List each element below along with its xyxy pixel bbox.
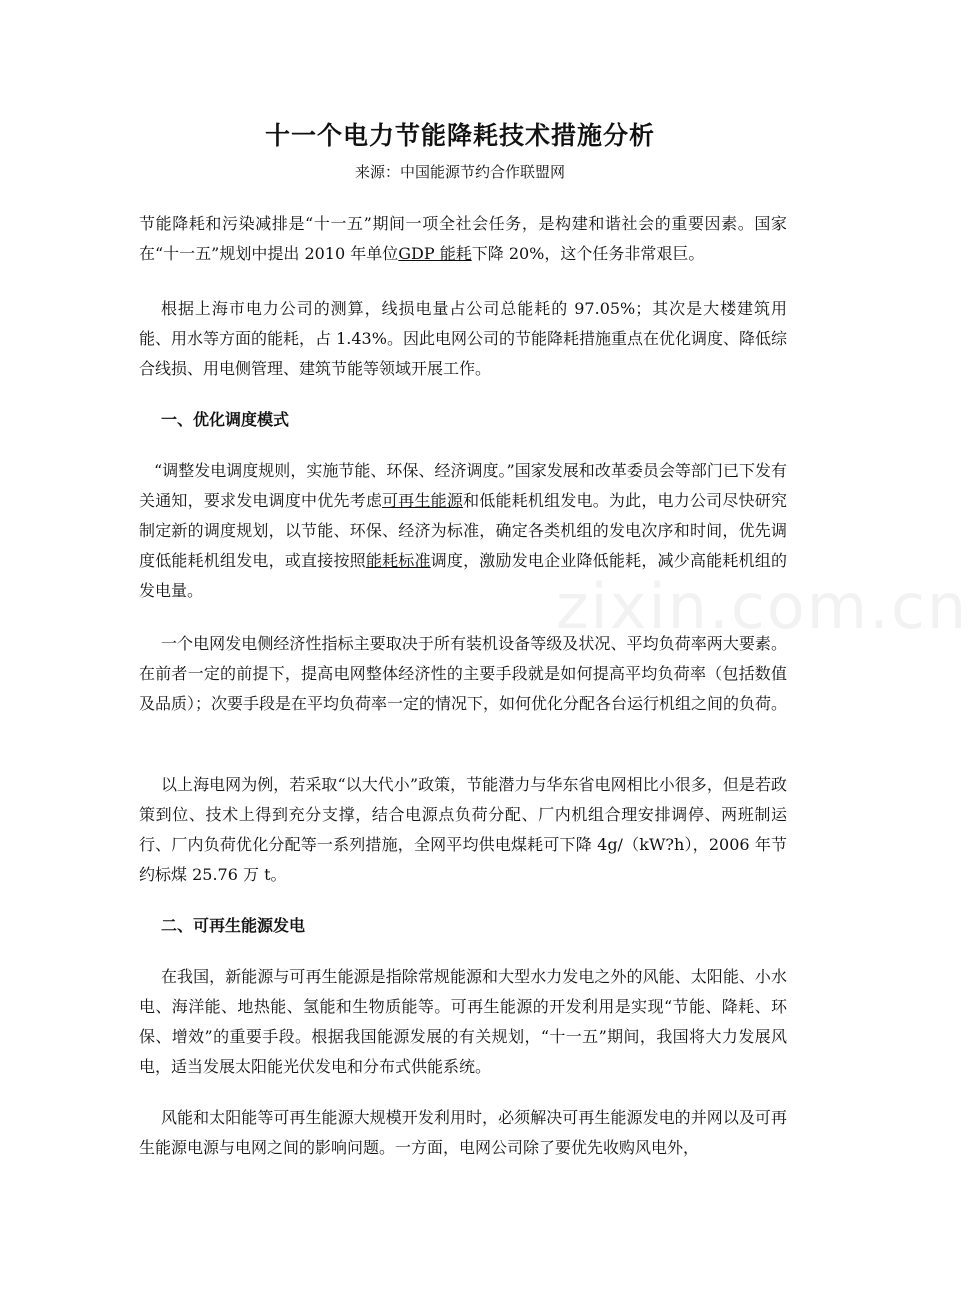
- paragraph-text: “调整发电调度规则，实施节能、环保、经济调度。”国家发展和改革委员会等部门已下发有关通知，要求发电调度中优先考虑: [139, 461, 787, 510]
- paragraph-text: 节能降耗和污染减排是“十一五”期间一项全社会任务，是构建和谐社会的重要因素。国家在“十一五”规划中提出 2010 年单位: [139, 214, 787, 263]
- link-gdp-energy[interactable]: GDP 能耗: [398, 244, 472, 263]
- paragraph-grid-economics: 一个电网发电侧经济性指标主要取决于所有装机设备等级及状况、平均负荷率两大要素。在前者一定的前提下，提高电网整体经济性的主要手段就是如何提高平均负荷率（包括数值及品质）；次要手段是在平均负荷率一定的情况下，如何优化分配各台运行机组之间的负荷。: [139, 634, 788, 713]
- paragraph-dispatch-rules: [139, 456, 787, 606]
- paragraph-text: 下降 20%，这个任务非常艰巨。: [471, 244, 705, 263]
- link-renewable-energy[interactable]: 可再生能源: [382, 491, 464, 510]
- document-source: 来源：中国能源节约合作联盟网: [354, 163, 565, 181]
- watermark: zixin.com.cn: [556, 570, 968, 643]
- document-title: 十一个电力节能降耗技术措施分析: [264, 121, 655, 150]
- paragraph-text: 调度，激励发电企业降低能耗，减少高能耗机组的发电量。: [139, 551, 787, 600]
- link-energy-standard[interactable]: 能耗标准: [365, 551, 431, 570]
- paragraph-text: 和低能耗机组发电。为此，电力公司尽快研究制定新的调度规划，以节能、环保、经济为标准，确定各类机组的发电次序和时间，优先调度低能耗机组发电，或直接按照: [139, 491, 787, 570]
- paragraph-shanghai-measure: 根据上海市电力公司的测算，线损电量占公司总能耗的 97.05%；其次是大楼建筑用能、用水等方面的能耗，占 1.43%。因此电网公司的节能降耗措施重点在优化调度、降低综合线损、用电侧管理、建筑节能等领域开展工作。: [139, 299, 787, 378]
- paragraph-shanghai-example: 以上海电网为例，若采取“以大代小”政策，节能潜力与华东省电网相比小很多，但是若政策到位、技术上得到充分支撑，结合电源点负荷分配、厂内机组合理安排调停、两班制运行、厂内负荷优化分配等一系列措施，全网平均供电煤耗可下降 4g/（kW?h），2006 年节约标煤 25.76 万 t。: [139, 775, 787, 884]
- paragraph-renewables-definition: 在我国，新能源与可再生能源是指除常规能源和大型水力发电之外的风能、太阳能、小水电、海洋能、地热能、氢能和生物质能等。可再生能源的开发利用是实现“节能、降耗、环保、增效”的重要手段。根据我国能源发展的有关规划，“十一五”期间，我国将大力发展风电，适当发展太阳能光伏发电和分布式供能系统。: [139, 967, 787, 1076]
- paragraph-intro: [139, 209, 787, 269]
- paragraph-renewables-grid: 风能和太阳能等可再生能源大规模开发利用时，必须解决可再生能源发电的并网以及可再生能源电源与电网之间的影响问题。一方面，电网公司除了要优先收购风电外，: [139, 1108, 787, 1157]
- section-heading-2: 二、可再生能源发电: [161, 916, 306, 935]
- section-heading-1: 一、优化调度模式: [161, 410, 290, 429]
